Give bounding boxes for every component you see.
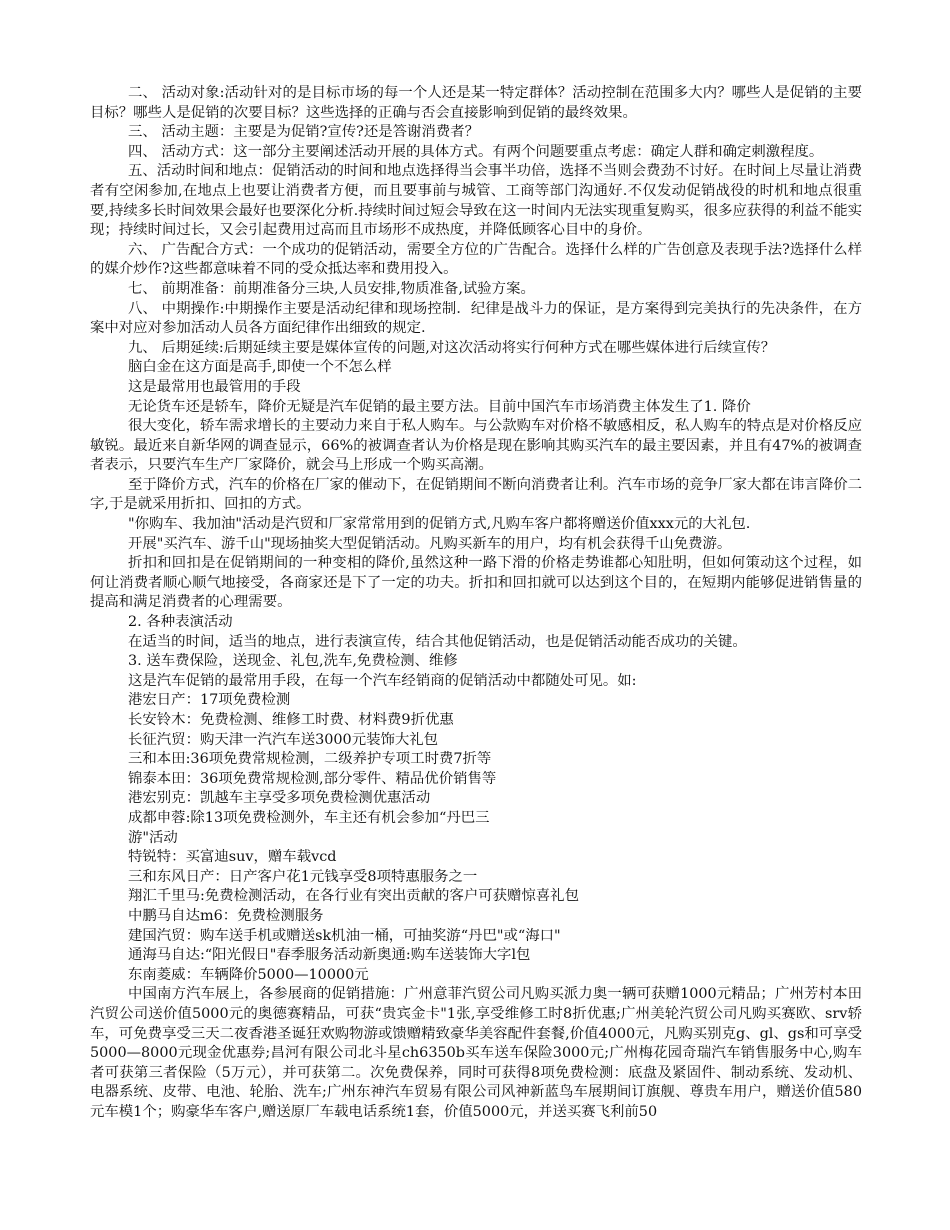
body-paragraph: 八、 中期操作:中期操作主要是活动纪律和现场控制．纪律是战斗力的保证，是方案得到完美执行的先决条件，在方案中对应对参加活动人员各方面纪律作出细致的规定.: [90, 300, 862, 337]
body-paragraph: 很大变化，轿车需求增长的主要动力来自于私人购车。与公款购车对价格不敏感相反，私人购车的特点是对价格反应敏锐。最近来自新华网的调查显示，66%的被调查者认为价格是现在影响其购买汽车的最主要因素，并且有47%的被调查者表示，只要汽车生产厂家降价，就会马上形成一个购买高潮。: [90, 418, 862, 474]
body-paragraph: 二、 活动对象:活动针对的是目标市场的每一个人还是某一特定群体？活动控制在范围多大内？哪些人是促销的主要目标？哪些人是促销的次要目标？这些选择的正确与否会直接影响到促销的最终效果。: [90, 85, 862, 121]
list-item: 成都申蓉:除13项免费检测外，车主还有机会参加“丹巴三: [128, 809, 490, 826]
body-paragraph: 中国南方汽车展上，各参展商的促销措施：广州意菲汽贸公司凡购买派力奥一辆可获赠1000元精品；广州芳村本田汽贸公司送价值5000元的奥德赛精品，可获“贵宾金卡"1张,享受维修工时8折优惠;广州美轮汽贸公司凡购买赛欧、srv轿车，可免费享受三天二夜香港圣诞狂欢购物游或馈赠精致豪华美容配件套餐,价值4000元，凡购买别克g、gl、gs和可享受5000—8000元现金优惠券;昌河有限公司北斗星ch6350b买车送车保险3000元;广州梅花园奇瑞汽车销售服务中心,购车者可获第三者保险（5万元），并可获第二。次免费保养，同时可获得8项免费检测：底盘及紧固件、制动系统、发动机、电器系统、皮带、电池、轮胎、洗车;广州东神汽车贸易有限公司风神新蓝鸟车展期间订旗舰、尊贵车用户，赠送价值580元车模1个；购豪华车客户,赠送原厂车载电话系统1套，价值5000元，并送买赛飞利前50: [90, 986, 862, 1120]
body-paragraph: 开展"买汽车、游千山"现场抽奖大型促销活动。凡购买新车的用户，均有机会获得千山免费游。: [128, 535, 732, 552]
list-item: 游"活动: [128, 829, 178, 846]
body-paragraph: 脑白金在这方面是高手,即使一个不怎么样: [128, 359, 392, 376]
body-paragraph: 九、 后期延续:后期延续主要是媒体宣传的问题,对这次活动将实行何种方式在哪些媒体进行后续宣传？: [128, 339, 776, 356]
list-item: 特锐特：买富迪suv，赠车载vcd: [128, 849, 337, 866]
list-item: 东南菱威：车辆降价5000—10000元: [128, 966, 369, 983]
body-paragraph: 在适当的时间，适当的地点，进行表演宣传，结合其他促销活动，也是促销活动能否成功的关键。: [128, 633, 747, 650]
body-paragraph: 折扣和回扣是在促销期间的一种变相的降价,虽然这种一路下滑的价格走势谁都心知肚明，但如何策动这个过程，如何让消费者顺心顺气地接受，各商家还是下了一定的功夫。折扣和回扣就可以达到这个目的，在短期内能够促进销售量的提高和满足消费者的心理需要。: [90, 555, 862, 611]
list-item: 长征汽贸：购天津一汽汽车送3000元装饰大礼包: [128, 731, 439, 748]
body-paragraph: 这是汽车促销的最常用手段，在每一个汽车经销商的促销活动中都随处可见。如:: [128, 672, 637, 689]
body-paragraph: 七、 前期准备：前期准备分三块,人员安排,物质准备,试验方案。: [128, 280, 535, 297]
list-item: 长安铃木：免费检测、维修工时费、材料费9折优惠: [128, 712, 454, 728]
body-paragraph: 六、 广告配合方式：一个成功的促销活动，需要全方位的广告配合。选择什么样的广告创意及表现手法?选择什么样的媒介炒作?这些都意味着不同的受众抵达率和费用投入。: [90, 241, 862, 278]
body-paragraph: 这是最常用也最管用的手段: [128, 378, 301, 395]
list-item: 港宏别克：凯越车主享受多项免费检测优惠活动: [128, 790, 431, 807]
list-item: 三和东风日产：日产客户花1元钱享受8项特惠服务之一: [128, 868, 478, 885]
list-item: 通海马自达:“阳光假日"春季服务活动新奥通:购车送装饰大字l包: [128, 947, 531, 964]
list-item: 锦泰本田：36项免费常规检测,部分零件、精品优价销售等: [128, 770, 497, 787]
body-paragraph: 2. 各种表演活动: [128, 614, 233, 631]
body-paragraph: "你购车、我加油"活动是汽贸和厂家常常用到的促销方式,凡购车客户都将赠送价值xxx元的大礼包.: [128, 516, 751, 533]
list-item: 中鹏马自达m6：免费检测服务: [128, 907, 324, 924]
body-paragraph: 三、 活动主题：主要是为促销?宣传?还是答谢消费者？: [128, 124, 479, 141]
list-item: 翔汇千里马:免费检测活动，在各行业有突出贡献的客户可获赠惊喜礼包: [128, 888, 579, 905]
body-paragraph: 至于降价方式，汽车的价格在厂家的催动下，在促销期间不断向消费者让利。汽车市场的竞争厂家大都在讳言降价二字,于是就采用折扣、回扣的方式。: [90, 476, 862, 513]
list-item: 港宏日产：17项免费检测: [128, 692, 291, 709]
body-paragraph: 四、 活动方式：这一部分主要阐述活动开展的具体方式。有两个问题要重点考虑：确定人群和确定刺激程度。: [128, 143, 824, 160]
list-item: 三和本田:36项免费常规检测，二级养护专项工时费7折等: [128, 751, 492, 768]
list-item: 建国汽贸：购车送手机或赠送sk机油一桶，可抽奖游“丹巴"或“海口": [128, 927, 561, 944]
body-paragraph: 五、活动时间和地点：促销活动的时间和地点选择得当会事半功倍，选择不当则会费劲不讨好。在时间上尽量让消费者有空闲参加,在地点上也要让消费者方便，而且要事前与城管、工商等部门沟通好.不仅发动促销战役的时机和地点很重要,持续多长时间效果会最好也要深化分析.持续时间过短会导致在这一时间内无法实现重复购买，很多应获得的利益不能实现；持续时间过长，又会引起费用过高而且市场形不成热度，并降低顾客心目中的身价。: [90, 163, 862, 239]
body-paragraph: 3. 送车费保险，送现金、礼包,洗车,免费检测、维修: [128, 653, 458, 670]
body-paragraph: 无论货车还是轿车，降价无疑是汽车促销的最主要方法。目前中国汽车市场消费主体发生了1. 降价: [128, 398, 751, 415]
